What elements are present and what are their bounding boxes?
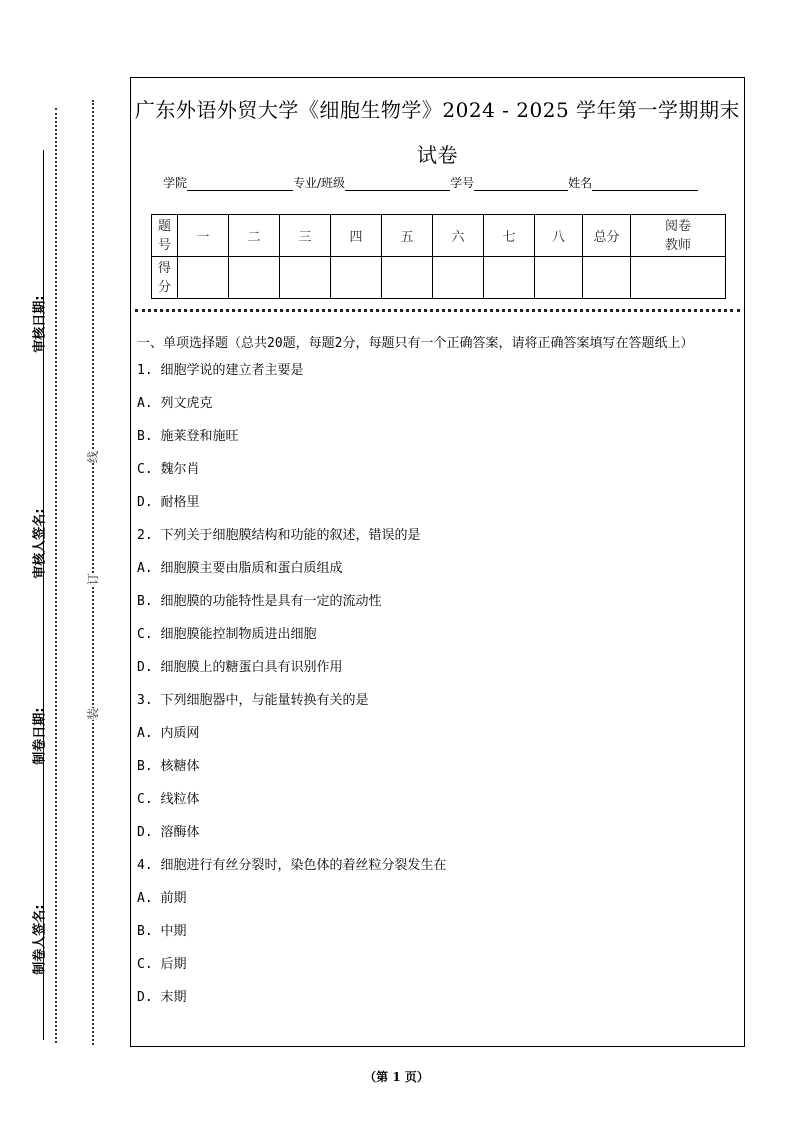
question-text: 3. 下列细胞器中，与能量转换有关的是 <box>137 693 369 708</box>
question-option: C. 细胞膜能控制物质进出细胞 <box>137 627 317 642</box>
exam-title-line2: 试卷 <box>417 143 458 167</box>
question-option: C. 后期 <box>137 957 187 972</box>
question-text: 2. 下列关于细胞膜结构和功能的叙述，错误的是 <box>137 528 421 543</box>
dotted-separator <box>135 309 740 312</box>
major-field[interactable] <box>345 178 450 191</box>
approve-date-label: 审核日期: <box>32 295 48 353</box>
score-col-header: 一 <box>178 215 229 257</box>
score-col-header: 三 <box>280 215 331 257</box>
page-number: （第 1 页） <box>364 1070 429 1084</box>
score-col-header: 总分 <box>583 215 631 257</box>
student-id-field[interactable] <box>474 178 568 191</box>
student-info-row <box>163 174 698 191</box>
score-table-header-row <box>152 215 726 257</box>
binding-mark-line: 线 <box>86 450 101 464</box>
section-heading: 一、单项选择题（总共20题，每题2分，每题只有一个正确答案，请将正确答案填写在答题纸上） <box>137 336 694 351</box>
college-label: 学院 <box>163 176 188 190</box>
question-option: D. 耐格里 <box>137 495 200 510</box>
question-option: C. 魏尔肖 <box>137 462 200 477</box>
make-signer-label: 制卷人签名: <box>32 904 48 975</box>
major-label: 专业/班级 <box>293 176 346 190</box>
score-table-row-label: 得分 <box>152 257 178 299</box>
question-option: B. 核糖体 <box>137 759 200 774</box>
score-table-row-label: 题号 <box>152 215 178 257</box>
score-cell[interactable] <box>280 257 331 299</box>
score-col-header: 四 <box>331 215 382 257</box>
question-list <box>137 362 737 1022</box>
question-option: C. 线粒体 <box>137 792 200 807</box>
score-cell[interactable] <box>433 257 484 299</box>
make-date-label: 制卷日期: <box>32 707 48 765</box>
score-table-score-row <box>152 257 726 299</box>
score-cell[interactable] <box>229 257 280 299</box>
name-field[interactable] <box>592 178 698 191</box>
score-cell[interactable] <box>331 257 382 299</box>
score-cell[interactable] <box>535 257 583 299</box>
question-option: A. 列文虎克 <box>137 396 213 411</box>
college-field[interactable] <box>187 178 293 191</box>
score-col-header: 六 <box>433 215 484 257</box>
exam-content <box>137 333 737 1022</box>
question-text: 1. 细胞学说的建立者主要是 <box>137 363 304 378</box>
score-cell[interactable] <box>631 257 726 299</box>
score-cell[interactable] <box>583 257 631 299</box>
score-col-header: 七 <box>484 215 535 257</box>
exam-frame <box>130 77 745 1047</box>
binding-mark-order: 订 <box>86 572 101 586</box>
score-cell[interactable] <box>382 257 433 299</box>
exam-title-line1: 广东外语外贸大学《细胞生物学》2024 - 2025 学年第一学期期末 <box>134 98 741 122</box>
name-label: 姓名 <box>568 176 593 190</box>
student-id-label: 学号 <box>450 176 475 190</box>
approve-signer-label: 审核人签名: <box>32 508 48 579</box>
question-option: A. 内质网 <box>137 726 200 741</box>
question-option: B. 中期 <box>137 924 187 939</box>
question-option: B. 细胞膜的功能特性是具有一定的流动性 <box>137 594 382 609</box>
question-text: 4. 细胞进行有丝分裂时，染色体的着丝粒分裂发生在 <box>137 858 447 873</box>
score-col-header: 二 <box>229 215 280 257</box>
question-option: B. 施莱登和施旺 <box>137 429 239 444</box>
binding-mark-fold: 装 <box>86 707 101 721</box>
question-option: D. 细胞膜上的糖蛋白具有识别作用 <box>137 660 343 675</box>
score-col-header: 五 <box>382 215 433 257</box>
exam-title <box>131 88 744 178</box>
score-col-header: 阅卷教师 <box>631 215 726 257</box>
score-cell[interactable] <box>178 257 229 299</box>
question-option: A. 细胞膜主要由脂质和蛋白质组成 <box>137 561 343 576</box>
question-option: D. 末期 <box>137 990 187 1005</box>
margin-dotted-line-left <box>55 108 57 1043</box>
score-col-header: 八 <box>535 215 583 257</box>
score-cell[interactable] <box>484 257 535 299</box>
question-option: A. 前期 <box>137 891 187 906</box>
score-table <box>151 214 726 299</box>
question-option: D. 溶酶体 <box>137 825 200 840</box>
